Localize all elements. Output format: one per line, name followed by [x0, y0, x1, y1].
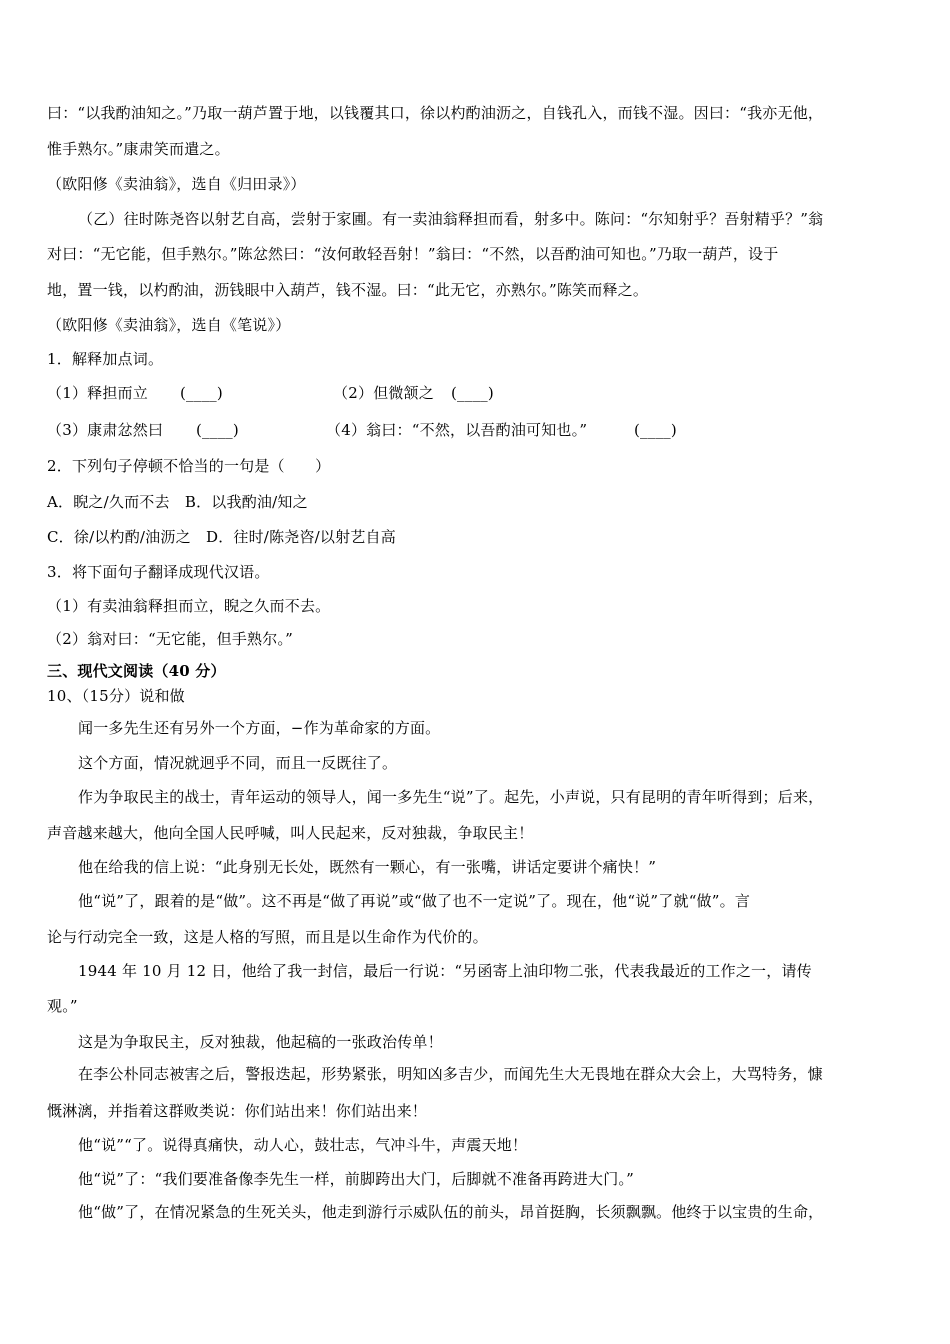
text-line-yi-3: 地，置一钱，以杓酌油，沥钱眼中入葫芦，钱不湿。曰：“此无它，亦熟尔。”陈笑而释之。 — [47, 281, 649, 299]
passage-paragraph-8-line-2: 慨淋漓，并指着这群败类说：你们站出来！你们站出来！ — [47, 1102, 428, 1120]
passage-paragraph-1: 闻一多先生还有另外一个方面，−作为革命家的方面。 — [78, 719, 441, 737]
answer-blank-1[interactable]: (____) — [180, 384, 223, 402]
passage-paragraph-7: 这是为争取民主，反对独裁，他起稿的一张政治传单！ — [78, 1033, 443, 1051]
question-2-options-cd: C．徐/以杓酌/油沥之 D．往时/陈尧咨/以射艺自高 — [47, 528, 396, 546]
answer-blank-3[interactable]: (____) — [196, 421, 239, 439]
question-1-item-2: （2）但微颔之 — [333, 384, 434, 402]
question-10-title: 10、（15分）说和做 — [47, 687, 185, 705]
question-2-title: 2．下列句子停顿不恰当的一句是（ ） — [47, 457, 331, 475]
question-1-item-3: （3）康肃忿然曰 — [47, 421, 164, 439]
text-line-jia-2: 惟手熟尔。”康肃笑而遣之。 — [47, 140, 230, 158]
source-citation-jia: （欧阳修《卖油翁》，选自《归田录》） — [47, 175, 306, 193]
passage-paragraph-6-line-1: 1944 年 10 月 12 日，他给了我一封信，最后一行说：“另函寄上油印物二张，代表我最近的工作之一，请传 — [78, 962, 812, 980]
passage-paragraph-8-line-1: 在李公朴同志被害之后，警报迭起，形势紧张，明知凶多吉少，而闻先生大无畏地在群众大会上，大骂特务，慷 — [78, 1065, 823, 1083]
answer-blank-4[interactable]: (____) — [634, 421, 677, 439]
passage-paragraph-11-line-1: 他“做”了，在情况紧急的生死关头，他走到游行示威队伍的前头，昂首挺胸，长须飘飘。他终于以宝贵的生命， — [78, 1203, 824, 1221]
question-1-item-1: （1）释担而立 — [47, 384, 148, 402]
passage-paragraph-9: 他“说”“了。说得真痛快，动人心，鼓壮志，气冲斗牛，声震天地！ — [78, 1136, 528, 1154]
question-3-item-1: （1）有卖油翁释担而立，睨之久而不去。 — [47, 597, 331, 615]
source-citation-yi: （欧阳修《卖油翁》，选自《笔说》） — [47, 316, 291, 334]
passage-paragraph-3-line-1: 作为争取民主的战士，青年运动的领导人，闻一多先生“说”了。起先，小声说，只有昆明的青年听得到；后来， — [78, 788, 824, 806]
answer-blank-2[interactable]: (____) — [451, 384, 494, 402]
question-2-options-ab: A．睨之/久而不去 B．以我酌油/知之 — [47, 493, 308, 511]
question-1-item-4: （4）翁曰：“不然，以吾酌油可知也。” — [326, 421, 588, 439]
passage-paragraph-6-line-2: 观。” — [47, 997, 78, 1015]
text-line-yi-1: （乙）往时陈尧咨以射艺自高，尝射于家圃。有一卖油翁释担而看，射多中。陈问：“尔知射乎？吾射精乎？”翁 — [78, 210, 824, 228]
section-heading-modern-reading: 三、现代文阅读（40 分） — [47, 662, 226, 680]
passage-paragraph-5-line-2: 论与行动完全一致，这是人格的写照，而且是以生命作为代价的。 — [47, 928, 488, 946]
text-line-jia-1: 曰：“以我酌油知之。”乃取一葫芦置于地，以钱覆其口，徐以杓酌油沥之，自钱孔入，而钱不湿。因曰：“我亦无他， — [47, 104, 824, 122]
question-3-item-2: （2）翁对曰：“无它能，但手熟尔。” — [47, 630, 293, 648]
passage-paragraph-5-line-1: 他“说”了，跟着的是“做”。这不再是“做了再说”或“做了也不一定说”了。现在，他“说”了就“做”。言 — [78, 892, 751, 910]
passage-paragraph-10: 他“说”了：“我们要准备像李先生一样，前脚跨出大门，后脚就不准备再跨进大门。” — [78, 1170, 634, 1188]
passage-paragraph-2: 这个方面，情况就迥乎不同，而且一反既往了。 — [78, 754, 398, 772]
text-line-yi-2: 对曰：“无它能，但手熟尔。”陈忿然曰：“汝何敢轻吾射！”翁曰：“不然，以吾酌油可知也。”乃取一葫芦，设于 — [47, 245, 779, 263]
passage-paragraph-4: 他在给我的信上说：“此身别无长处，既然有一颗心，有一张嘴，讲话定要讲个痛快！” — [78, 858, 657, 876]
question-3-title: 3．将下面句子翻译成现代汉语。 — [47, 563, 270, 581]
question-1-title: 1．解释加点词。 — [47, 350, 164, 368]
passage-paragraph-3-line-2: 声音越来越大，他向全国人民呼喊，叫人民起来，反对独裁，争取民主！ — [47, 824, 534, 842]
